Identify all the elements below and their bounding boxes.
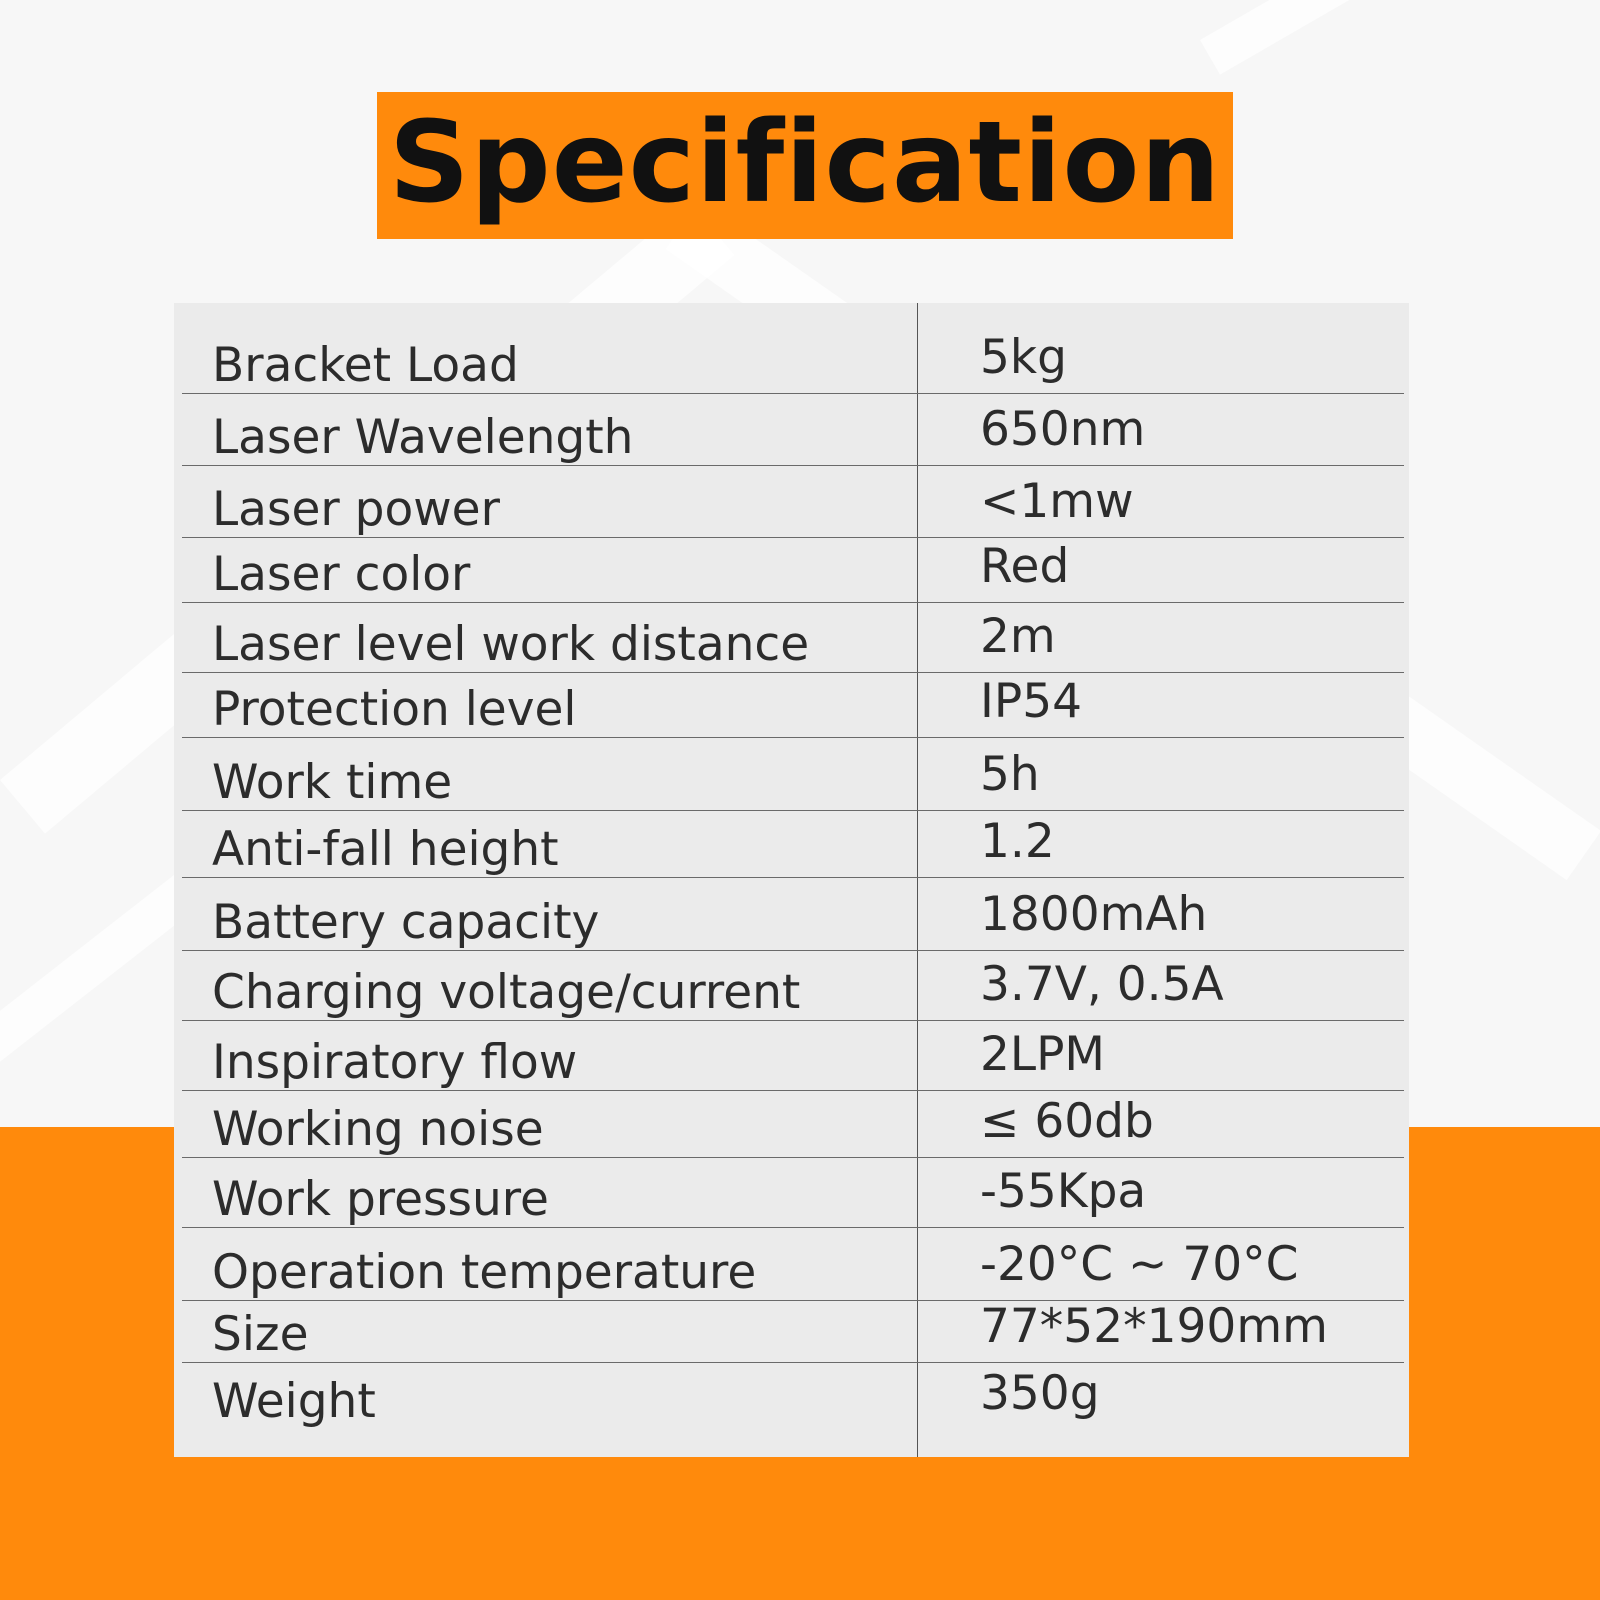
spec-value: Red <box>980 539 1070 594</box>
spec-value: 2LPM <box>980 1027 1105 1082</box>
spec-label: Work time <box>212 755 453 810</box>
spec-label: Weight <box>212 1374 376 1429</box>
table-row <box>182 1228 1404 1301</box>
spec-label: Size <box>212 1307 309 1362</box>
table-row <box>182 466 1404 538</box>
spec-value: 3.7V, 0.5A <box>980 957 1224 1012</box>
spec-label: Laser level work distance <box>212 617 810 672</box>
spec-value: 2m <box>980 609 1056 664</box>
spec-label: Operation temperature <box>212 1245 757 1300</box>
spec-value: 350g <box>980 1366 1100 1421</box>
spec-label: Bracket Load <box>212 338 519 393</box>
spec-value: -20°C ~ 70°C <box>980 1237 1299 1292</box>
title-banner <box>377 92 1233 239</box>
spec-value: 77*52*190mm <box>980 1299 1328 1354</box>
spec-label: Laser power <box>212 482 500 537</box>
background-streak <box>1200 0 1600 75</box>
spec-label: Anti-fall height <box>212 822 559 877</box>
table-row <box>182 303 1404 394</box>
spec-table <box>174 303 1409 1457</box>
page-title: Specification <box>388 97 1222 228</box>
table-row <box>182 394 1404 466</box>
spec-label: Work pressure <box>212 1172 549 1227</box>
spec-value: 650nm <box>980 402 1146 457</box>
spec-label: Charging voltage/current <box>212 965 801 1020</box>
table-row <box>182 1021 1404 1091</box>
table-row <box>182 1301 1404 1363</box>
spec-label: Working noise <box>212 1102 544 1157</box>
table-row <box>182 1158 1404 1228</box>
spec-value: 1800mAh <box>980 887 1208 942</box>
spec-label: Battery capacity <box>212 895 600 950</box>
spec-label: Laser Wavelength <box>212 410 634 465</box>
spec-label: Laser color <box>212 547 471 602</box>
table-row <box>182 951 1404 1021</box>
spec-value: -55Kpa <box>980 1164 1147 1219</box>
table-row <box>182 603 1404 673</box>
table-row <box>182 878 1404 951</box>
spec-label: Protection level <box>212 682 577 737</box>
spec-value: 5kg <box>980 330 1067 385</box>
table-row <box>182 811 1404 878</box>
spec-value: 1.2 <box>980 814 1055 869</box>
table-row <box>182 538 1404 603</box>
spec-value: <1mw <box>980 474 1134 529</box>
spec-value: 5h <box>980 747 1040 802</box>
table-row <box>182 1091 1404 1158</box>
table-row <box>182 738 1404 811</box>
spec-label: Inspiratory flow <box>212 1035 578 1090</box>
spec-value: IP54 <box>980 674 1083 729</box>
table-row <box>182 673 1404 738</box>
spec-value: ≤ 60db <box>980 1094 1154 1149</box>
table-row <box>182 1363 1404 1457</box>
